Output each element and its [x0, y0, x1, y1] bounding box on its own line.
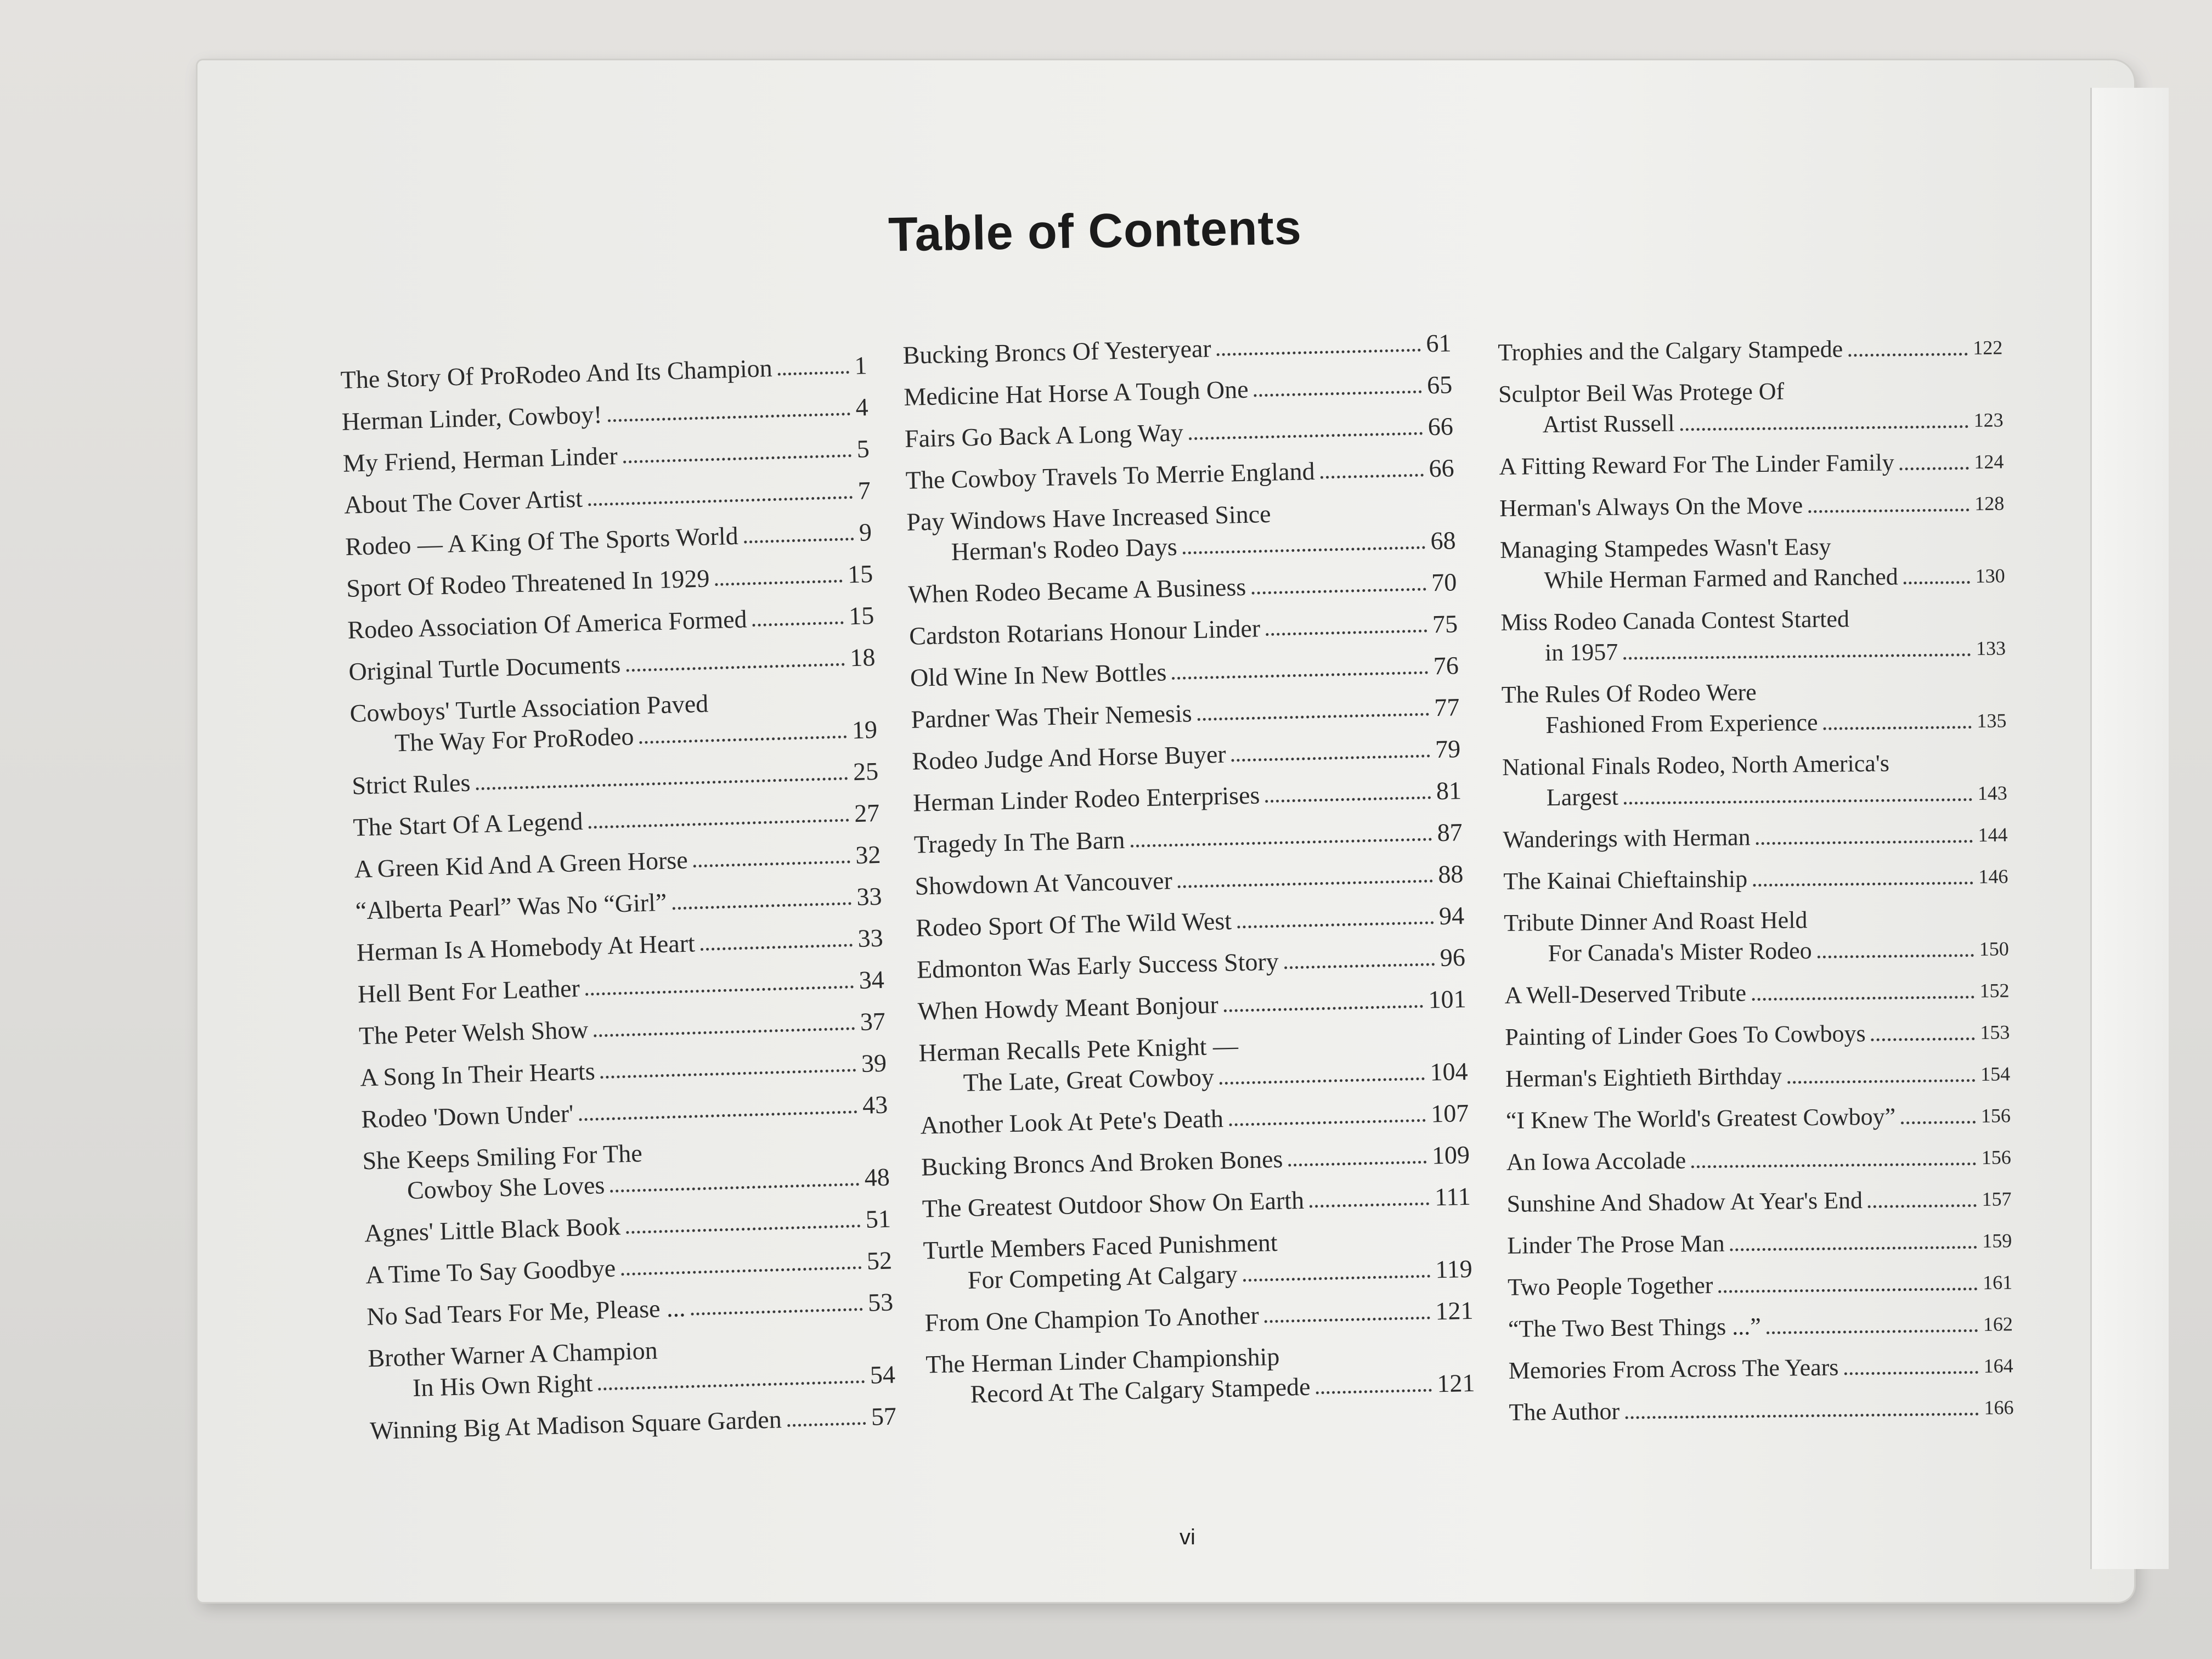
toc-entry-title: Tribute Dinner And Roast Held [1503, 906, 1808, 936]
dot-leader [1172, 671, 1429, 680]
dot-leader [1189, 432, 1423, 441]
dot-leader [1680, 425, 1968, 431]
toc-entry [368, 1328, 896, 1404]
toc-entry-page: 133 [1976, 637, 2006, 659]
toc-entry-title-continued: For Canada's Mister Rodeo [1548, 937, 1812, 967]
dot-leader [1844, 1371, 1978, 1375]
toc-entry-page: 61 [1425, 329, 1452, 358]
toc-entry [918, 1025, 1468, 1099]
toc-entry-page: 15 [848, 601, 874, 630]
toc-entry [926, 1337, 1475, 1411]
toc-entry-title-continued: For Competing At Calgary [967, 1260, 1238, 1294]
toc-entry [345, 517, 872, 562]
toc-entry-title: Agnes' Little Black Book [364, 1212, 621, 1248]
toc-entry-title: Sculptor Beil Was Protege Of [1498, 377, 1785, 408]
toc-entry-title: The Story Of ProRodeo And Its Champion [340, 354, 773, 394]
toc-entry-page: 33 [856, 882, 883, 911]
toc-entry [1503, 819, 2008, 855]
dot-leader [1868, 1204, 1977, 1208]
toc-entry-title: “The Two Best Things ...” [1508, 1313, 1762, 1342]
toc-entry-title: Brother Warner A Champion [367, 1336, 658, 1373]
toc-entry-title-continued: The Way For ProRodeo [394, 722, 635, 757]
toc-entry [1505, 1017, 2010, 1053]
toc-entry-title: Herman's Always On the Move [1499, 492, 1803, 522]
toc-entry [924, 1295, 1474, 1339]
toc-entry-title-continued: Cowboy She Loves [407, 1171, 605, 1205]
toc-entry-page: 53 [867, 1288, 894, 1317]
dot-leader [640, 735, 847, 744]
dot-leader [1624, 798, 1972, 805]
toc-entry-title-continued: in 1957 [1544, 638, 1618, 667]
toc-entry-page: 43 [862, 1090, 888, 1119]
dot-leader [1289, 1161, 1427, 1167]
dot-leader [1183, 546, 1425, 554]
toc-entry [1500, 602, 2006, 669]
dot-leader [1818, 954, 1974, 958]
toc-entry [913, 817, 1463, 860]
toc-entry-page: 146 [1978, 865, 2008, 888]
dot-leader [1848, 353, 1967, 357]
toc-entry-page: 143 [1977, 782, 2007, 804]
toc-entry-page: 157 [1982, 1188, 2012, 1210]
toc-entry-title: Cowboys' Turtle Association Paved [349, 689, 709, 727]
toc-entry-page: 107 [1430, 1098, 1469, 1128]
toc-entry-title: The Kainai Chieftainship [1503, 865, 1748, 895]
toc-entry-page: 161 [1982, 1271, 2013, 1294]
toc-entry-page: 34 [858, 965, 885, 995]
dot-leader [1625, 1413, 1978, 1419]
toc-entry-page: 87 [1437, 818, 1463, 847]
toc-entry [348, 642, 876, 687]
toc-entry [916, 900, 1465, 944]
toc-entry-page: 76 [1433, 651, 1459, 680]
toc-entry-page: 162 [1983, 1313, 2013, 1335]
toc-entry [355, 881, 882, 927]
toc-entry-title: National Finals Rodeo, North America's [1502, 749, 1890, 781]
toc-entry-title: Bucking Broncs And Broken Bones [921, 1144, 1283, 1181]
dot-leader [778, 371, 849, 376]
toc-entry [915, 859, 1464, 902]
toc-entry [1507, 1225, 2012, 1261]
dot-leader [715, 580, 843, 586]
toc-entry-page: 9 [859, 518, 872, 546]
toc-entry-page: 48 [864, 1163, 890, 1192]
toc-entry [362, 1131, 890, 1207]
toc-entry-title: Strict Rules [351, 768, 471, 800]
toc-entry-title-continued: Herman's Rodeo Days [951, 532, 1178, 566]
dot-leader [1901, 1121, 1976, 1124]
toc-entry-title: Rodeo Sport Of The Wild West [915, 906, 1232, 942]
toc-entry-page: 7 [857, 476, 871, 505]
toc-entry-page: 153 [1980, 1021, 2010, 1043]
toc-entry [352, 756, 879, 802]
dot-leader [1623, 653, 1971, 660]
toc-entry-page: 128 [1974, 492, 2005, 515]
dot-leader [1198, 713, 1429, 721]
toc-entry [354, 839, 881, 885]
toc-entry [1502, 747, 2007, 814]
toc-entry-title: Miss Rodeo Canada Contest Started [1500, 605, 1850, 636]
toc-entry-page: 124 [1974, 450, 2004, 473]
toc-entry-page: 159 [1982, 1229, 2012, 1252]
toc-entry-page: 79 [1435, 735, 1461, 764]
toc-column-3 [1498, 332, 2014, 1439]
dot-leader [1753, 882, 1973, 887]
dot-leader [1900, 467, 1969, 470]
toc-entry-title: Memories From Across The Years [1508, 1353, 1839, 1384]
toc-entry [906, 494, 1456, 568]
toc-entry-title: The Author [1509, 1397, 1620, 1426]
toc-entry-page: 54 [870, 1360, 896, 1389]
toc-entry-title: Tragedy In The Barn [913, 826, 1125, 859]
toc-entry-title: Medicine Hat Horse A Tough One [903, 375, 1249, 411]
toc-entry-title: Hell Bent For Leather [357, 974, 580, 1008]
toc-entry [912, 733, 1461, 777]
toc-entry [908, 567, 1457, 610]
toc-entry [1500, 529, 2005, 596]
page-number: vi [1180, 1525, 1195, 1549]
toc-entry-title: The Cowboy Travels To Merrie England [905, 457, 1316, 494]
dot-leader [744, 538, 854, 544]
toc-entry-title: Herman Recalls Pete Knight — [918, 1031, 1239, 1067]
toc-column-1 [340, 350, 897, 1457]
toc-entry [909, 608, 1458, 652]
toc-entry-title: A Fitting Reward For The Linder Family [1499, 449, 1894, 480]
toc-entry-title-continued: While Herman Farmed and Ranched [1544, 563, 1898, 594]
toc-entry-page: 1 [854, 351, 868, 380]
toc-entry-page: 119 [1435, 1254, 1473, 1284]
toc-entry [343, 475, 871, 521]
toc-entry [1506, 1100, 2011, 1136]
toc-entry-page: 123 [1973, 409, 2004, 431]
dot-leader [1178, 879, 1433, 888]
toc-entry [356, 923, 883, 968]
toc-entry-page: 109 [1431, 1140, 1470, 1170]
toc-entry [1506, 1183, 2012, 1220]
toc-entry-title: From One Champion To Another [924, 1301, 1260, 1337]
toc-entry-page: 33 [857, 923, 884, 953]
dot-leader [1224, 1005, 1423, 1012]
dot-leader [1251, 588, 1426, 594]
toc-entry-title: Rodeo — A King Of The Sports World [345, 521, 739, 561]
toc-entry-title-continued: Fashioned From Experience [1545, 708, 1818, 739]
toc-entry-page: 81 [1436, 776, 1462, 805]
toc-entry-page: 121 [1435, 1296, 1474, 1325]
toc-entry-title: Herman Is A Homebody At Heart [356, 929, 696, 967]
toc-entry [341, 392, 868, 437]
toc-entry [913, 775, 1462, 819]
dot-leader [1316, 1389, 1432, 1395]
toc-entry-title: A Well-Deserved Tribute [1504, 979, 1747, 1009]
dot-leader [588, 496, 853, 506]
toc-entry-page: 121 [1436, 1368, 1475, 1398]
toc-entry-page: 52 [866, 1246, 893, 1275]
toc-entry-title: Another Look At Pete's Death [919, 1104, 1224, 1139]
toc-entry-title: A Time To Say Goodbye [365, 1254, 616, 1289]
toc-entry-title: Turtle Members Faced Punishment [923, 1228, 1278, 1265]
toc-entry-title: A Song In Their Hearts [359, 1057, 596, 1092]
dot-leader [1752, 996, 1974, 1001]
toc-entry-page: 111 [1434, 1182, 1471, 1211]
toc-entry-title: Herman's Eightieth Birthday [1505, 1062, 1782, 1092]
toc-entry-page: 65 [1426, 370, 1453, 399]
toc-entry-title: The Peter Welsh Show [358, 1015, 589, 1050]
toc-entry [1502, 674, 2007, 741]
toc-entry [916, 942, 1465, 985]
toc-entry-title: Sport Of Rodeo Threatened In 1929 [346, 564, 710, 602]
dot-leader [1904, 581, 1970, 584]
toc-entry-page: 88 [1437, 860, 1464, 889]
toc-entry-title-continued: Artist Russell [1542, 409, 1675, 438]
toc-entry-title-continued: Record At The Calgary Stampede [970, 1372, 1311, 1408]
toc-entry-page: 77 [1434, 693, 1460, 722]
toc-entry [357, 964, 884, 1010]
toc-entry-page: 122 [1973, 336, 2003, 359]
toc-entry-title: Pay Windows Have Increased Since [906, 499, 1272, 536]
toc-entry-title: Linder The Prose Man [1507, 1229, 1725, 1259]
toc-entry-page: 96 [1440, 943, 1466, 972]
toc-entry [920, 1098, 1469, 1141]
toc-entry [361, 1090, 888, 1135]
dot-leader [691, 1308, 863, 1316]
dot-leader [1131, 838, 1432, 847]
dot-leader [1265, 796, 1431, 803]
dot-leader [1310, 1203, 1429, 1208]
toc-entry-page: 154 [1980, 1063, 2011, 1085]
toc-entry-title: When Rodeo Became A Business [907, 572, 1246, 608]
toc-entry-title: Two People Together [1507, 1271, 1713, 1301]
dot-leader [1767, 1329, 1978, 1334]
toc-entry-title: When Howdy Meant Bonjour [917, 990, 1219, 1025]
toc-entry [353, 798, 880, 843]
toc-entry [347, 600, 874, 646]
dot-leader [589, 819, 849, 828]
dot-leader [1254, 391, 1422, 397]
toc-entry-page: 68 [1430, 526, 1457, 555]
dot-leader [1691, 1163, 1976, 1168]
toc-entry-page: 25 [853, 757, 879, 786]
toc-entry-title: Trophies and the Calgary Stampede [1498, 335, 1843, 366]
dot-leader [621, 1266, 861, 1276]
toc-entry-title: “Alberta Pearl” Was No “Girl” [355, 888, 667, 925]
toc-entry-title: Bucking Broncs Of Yesteryear [902, 334, 1212, 369]
dot-leader [693, 860, 850, 867]
dot-leader [1787, 1079, 1975, 1084]
toc-entry [346, 558, 873, 604]
toc-entry [1505, 1058, 2011, 1094]
dot-leader [626, 1224, 860, 1234]
dot-leader [787, 1422, 866, 1427]
toc-entry [1508, 1350, 2013, 1386]
page-title: Table of Contents [888, 200, 1302, 262]
dot-leader [608, 413, 850, 422]
toc-entry-title: Rodeo Judge And Horse Buyer [911, 740, 1227, 775]
toc-entry [904, 369, 1453, 413]
toc-entry-page: 37 [860, 1007, 886, 1036]
toc-entry-page: 156 [1980, 1104, 2011, 1127]
toc-entry-title: Sunshine And Shadow At Year's End [1506, 1187, 1863, 1217]
toc-entry [366, 1287, 894, 1333]
toc-entry-title: Showdown At Vancouver [915, 866, 1173, 900]
toc-entry-title: She Keeps Smiling For The [362, 1139, 643, 1175]
toc-entry-title: Winning Big At Madison Square Garden [369, 1405, 782, 1445]
toc-entry-page: 32 [855, 840, 882, 870]
toc-entry [923, 1223, 1472, 1297]
dot-leader [1808, 509, 1969, 513]
toc-entry [1498, 332, 2003, 368]
toc-entry [1499, 446, 2004, 482]
dot-leader [753, 622, 844, 627]
toc-entry-page: 15 [847, 560, 873, 589]
dot-leader [1243, 1275, 1430, 1282]
dot-leader [1321, 474, 1424, 479]
toc-entry [369, 1401, 896, 1446]
toc-entry-title-continued: In His Own Right [412, 1368, 594, 1402]
dot-leader [1265, 1317, 1430, 1323]
toc-entry-title: My Friend, Herman Linder [342, 441, 618, 477]
toc-entry [921, 1139, 1470, 1183]
toc-entry-page: 27 [854, 798, 880, 828]
toc-entry-title: Old Wine In New Bottles [910, 658, 1167, 692]
dot-leader [672, 902, 851, 910]
toc-entry [1503, 861, 2008, 897]
toc-entry [1506, 1142, 2011, 1178]
toc-entry-title: Cardston Rotarians Honour Linder [909, 614, 1261, 650]
toc-entry [1504, 975, 2010, 1011]
toc-entry-title: Herman Linder, Cowboy! [341, 400, 603, 436]
toc-entry-page: 39 [861, 1048, 887, 1077]
toc-entry [365, 1245, 893, 1291]
dot-leader [1232, 754, 1430, 761]
toc-entry [910, 650, 1459, 693]
dot-leader [611, 1183, 860, 1193]
toc-entry-title: Painting of Linder Goes To Cowboys [1505, 1020, 1866, 1051]
dot-leader [476, 777, 848, 790]
toc-entry [1509, 1392, 2014, 1428]
toc-entry-title: A Green Kid And A Green Horse [353, 845, 689, 883]
dot-leader [701, 944, 853, 951]
toc-entry [1508, 1308, 2013, 1345]
toc-entry-page: 152 [1979, 979, 2010, 1002]
toc-entry-title: The Greatest Outdoor Show On Earth [922, 1186, 1305, 1223]
toc-entry [349, 684, 878, 760]
dot-leader [601, 1069, 856, 1079]
toc-entry-title: The Rules Of Rodeo Were [1501, 679, 1757, 708]
toc-entry-title: Original Turtle Documents [348, 650, 621, 686]
toc-entry-page: 18 [849, 642, 876, 672]
toc-entry [360, 1048, 887, 1093]
dot-leader [1730, 1246, 1977, 1251]
next-page-edge [2090, 88, 2169, 1569]
dot-leader [1824, 726, 1972, 730]
toc-entry-page: 5 [856, 435, 870, 463]
toc-entry-title-continued: The Late, Great Cowboy [963, 1063, 1215, 1097]
dot-leader [1237, 921, 1434, 928]
toc-entry-title: Herman Linder Rodeo Enterprises [912, 781, 1260, 817]
toc-entry-title: The Herman Linder Championship [925, 1342, 1280, 1379]
toc-entry [1508, 1267, 2013, 1303]
toc-entry-title: Fairs Go Back A Long Way [904, 418, 1184, 453]
dot-leader [594, 1027, 855, 1037]
toc-entry-title: An Iowa Accolade [1506, 1147, 1686, 1176]
toc-entry-title-continued: Largest [1546, 783, 1619, 811]
toc-entry [905, 453, 1454, 496]
toc-entry [364, 1204, 891, 1249]
toc-entry-title: Pardner Was Their Nemesis [911, 699, 1193, 733]
toc-entry-title: The Start Of A Legend [352, 806, 584, 842]
dot-leader [1220, 1077, 1425, 1085]
toc-entry-title: Managing Stampedes Wasn't Easy [1499, 533, 1831, 563]
toc-entry-page: 150 [1979, 938, 2009, 960]
dot-leader [579, 1110, 857, 1121]
toc-entry [342, 433, 870, 479]
toc-entry-title: Edmonton Was Early Success Story [916, 947, 1279, 984]
toc-entry [917, 984, 1466, 1027]
toc-entry-title: Rodeo 'Down Under' [360, 1099, 574, 1133]
dot-leader [1871, 1037, 1975, 1041]
toc-entry [922, 1181, 1471, 1224]
dot-leader [1718, 1288, 1977, 1293]
dot-leader [623, 454, 851, 464]
toc-entry [911, 692, 1460, 735]
toc-entry [1498, 374, 2004, 441]
dot-leader [1217, 349, 1421, 356]
dot-leader [1284, 963, 1435, 969]
toc-entry-page: 51 [865, 1204, 891, 1233]
toc-entry-page: 144 [1978, 823, 2008, 846]
toc-entry-page: 130 [1975, 565, 2005, 587]
toc-entry-page: 70 [1431, 568, 1457, 597]
toc-entry [1499, 488, 2005, 524]
toc-entry-title: “I Knew The World's Greatest Cowboy” [1505, 1103, 1896, 1134]
dot-leader [1756, 840, 1973, 845]
toc-entry-page: 4 [855, 393, 869, 421]
toc-entry [904, 411, 1453, 454]
toc-entry-page: 75 [1432, 610, 1458, 639]
toc-entry-page: 135 [1977, 709, 2007, 732]
dot-leader [585, 985, 854, 996]
toc-entry [1504, 902, 2009, 969]
toc-entry-title: Rodeo Association Of America Formed [347, 605, 748, 644]
toc-entry-page: 94 [1438, 901, 1465, 930]
toc-entry-page: 164 [1983, 1355, 2013, 1377]
toc-entry-page: 166 [1984, 1396, 2014, 1419]
toc-entry-title: No Sad Tears For Me, Please ... [366, 1294, 686, 1331]
dot-leader [1266, 629, 1427, 636]
toc-entry-page: 101 [1427, 985, 1467, 1014]
dot-leader [1229, 1119, 1425, 1126]
toc-entry-page: 19 [851, 715, 878, 744]
toc-entry-page: 66 [1427, 412, 1454, 441]
toc-column-2 [902, 328, 1475, 1421]
dot-leader [626, 663, 844, 672]
dot-leader [599, 1380, 865, 1391]
toc-entry-title: About The Cover Artist [343, 484, 583, 519]
toc-entry-title: Wanderings with Herman [1503, 823, 1751, 853]
toc-entry-page: 66 [1428, 454, 1455, 483]
toc-entry-page: 156 [1981, 1146, 2011, 1169]
toc-entry-page: 104 [1429, 1057, 1469, 1086]
toc-entry [358, 1006, 885, 1052]
toc-entry-page: 57 [871, 1402, 897, 1431]
